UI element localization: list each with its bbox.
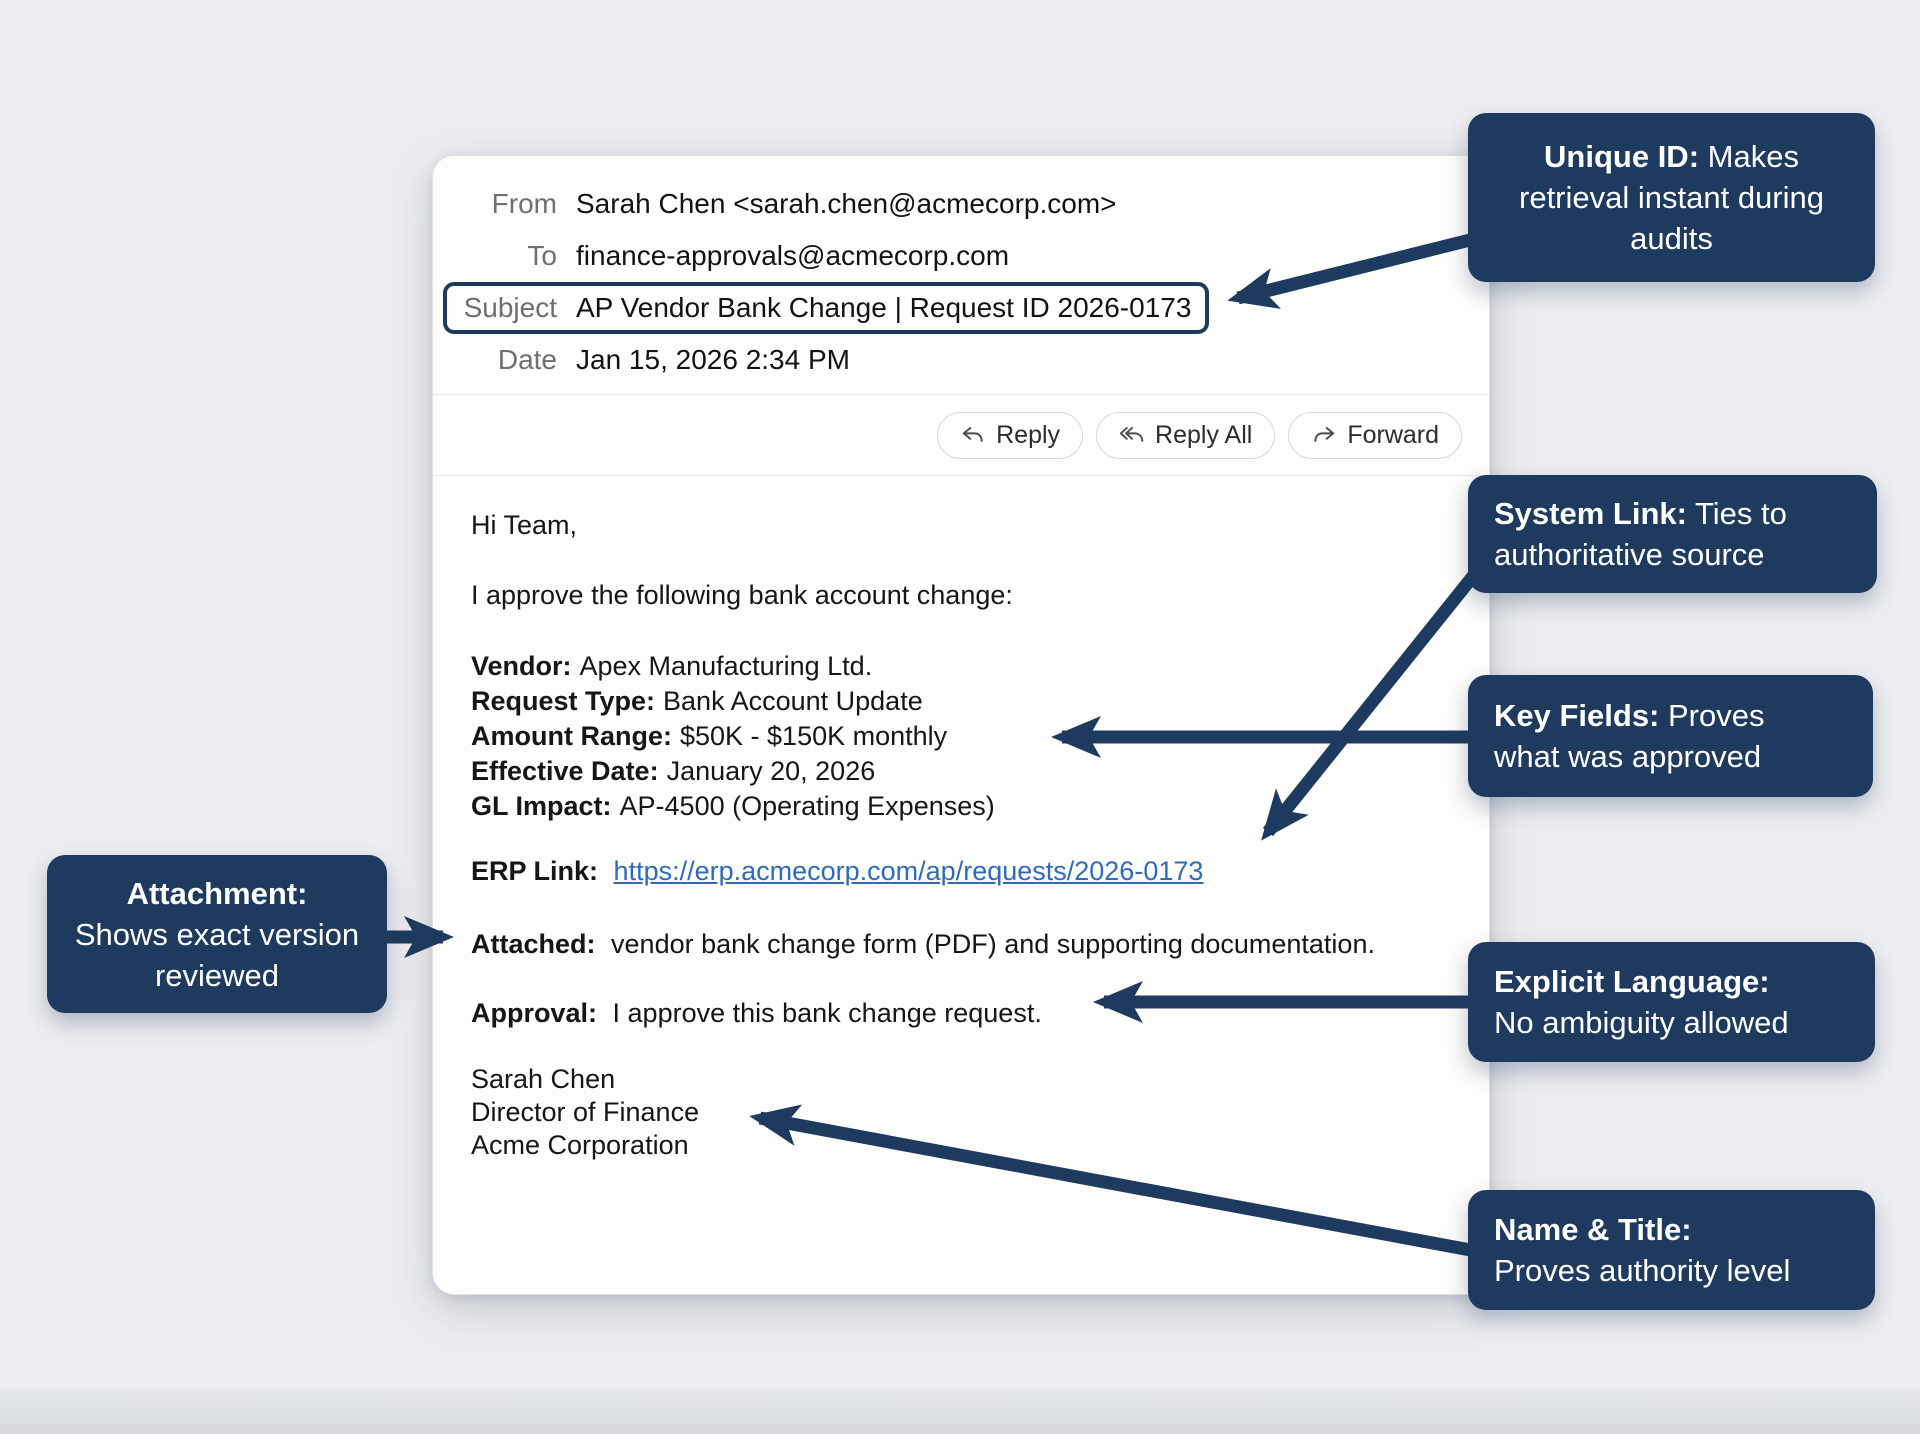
callout-attachment: Attachment: Shows exact version reviewed: [47, 855, 387, 1013]
date-row: [433, 334, 1489, 386]
from-row: [433, 178, 1489, 230]
forward-icon: [1311, 422, 1337, 448]
signature-title: Director of Finance: [471, 1097, 700, 1127]
email-message-card: [432, 155, 1490, 1295]
subject-label: Subject: [463, 292, 557, 323]
field-line: Effective Date: January 20, 2026: [471, 756, 876, 786]
erp-link[interactable]: https://erp.acmecorp.com/ap/requests/2026-0173: [613, 856, 1204, 886]
reply-all-button-label: Reply All: [1155, 420, 1253, 449]
attached-text: vendor bank change form (PDF) and supporting documentation.: [611, 929, 1375, 959]
callout-key-fields: Key Fields: Proves what was approved: [1468, 675, 1873, 797]
to-row: [433, 230, 1489, 282]
approval-line: [471, 996, 1449, 1031]
reply-all-icon: [1119, 422, 1145, 448]
intro-line: I approve the following bank account change:: [471, 580, 1013, 610]
email-header: [433, 156, 1489, 386]
signature-block: [471, 1063, 1449, 1162]
callout-system-link: System Link: Ties to authoritative source: [1468, 475, 1877, 593]
field-line: Vendor: Apex Manufacturing Ltd.: [471, 651, 873, 681]
reply-icon: [960, 422, 986, 448]
erp-link-line: [471, 854, 1449, 889]
bottom-band: [0, 1388, 1920, 1434]
greeting: Hi Team,: [471, 510, 578, 540]
subject-value: AP Vendor Bank Change | Request ID 2026-0173: [576, 292, 1192, 323]
callout-name-title: Name & Title: Proves authority level: [1468, 1190, 1875, 1310]
key-fields-block: [471, 649, 1449, 824]
field-line: Amount Range: $50K - $150K monthly: [471, 721, 948, 751]
to-value: finance-approvals@acmecorp.com: [576, 240, 1010, 271]
date-label: Date: [497, 344, 557, 375]
email-toolbar: [433, 395, 1489, 475]
email-body: [433, 476, 1489, 1162]
signature-name: Sarah Chen: [471, 1064, 616, 1094]
forward-button[interactable]: [1288, 412, 1462, 459]
approval-label: Approval:: [471, 998, 598, 1028]
date-value: Jan 15, 2026 2:34 PM: [576, 344, 850, 375]
attached-line: [471, 927, 1449, 962]
reply-button-label: Reply: [996, 420, 1061, 449]
callout-unique-id: Unique ID: Makes retrieval instant during audits: [1468, 113, 1875, 282]
subject-row: [433, 282, 1489, 334]
reply-button[interactable]: [937, 412, 1083, 459]
from-label: From: [491, 188, 557, 219]
attached-label: Attached:: [471, 929, 596, 959]
to-label: To: [527, 240, 557, 271]
field-line: GL Impact: AP-4500 (Operating Expenses): [471, 791, 995, 821]
field-line: Request Type: Bank Account Update: [471, 686, 923, 716]
forward-button-label: Forward: [1347, 420, 1439, 449]
signature-company: Acme Corporation: [471, 1130, 689, 1160]
from-value: Sarah Chen <sarah.chen@acmecorp.com>: [576, 188, 1117, 219]
erp-link-label: ERP Link:: [471, 856, 599, 886]
reply-all-button[interactable]: [1096, 412, 1275, 459]
callout-explicit-language: Explicit Language: No ambiguity allowed: [1468, 942, 1875, 1062]
approval-text: I approve this bank change request.: [612, 998, 1042, 1028]
